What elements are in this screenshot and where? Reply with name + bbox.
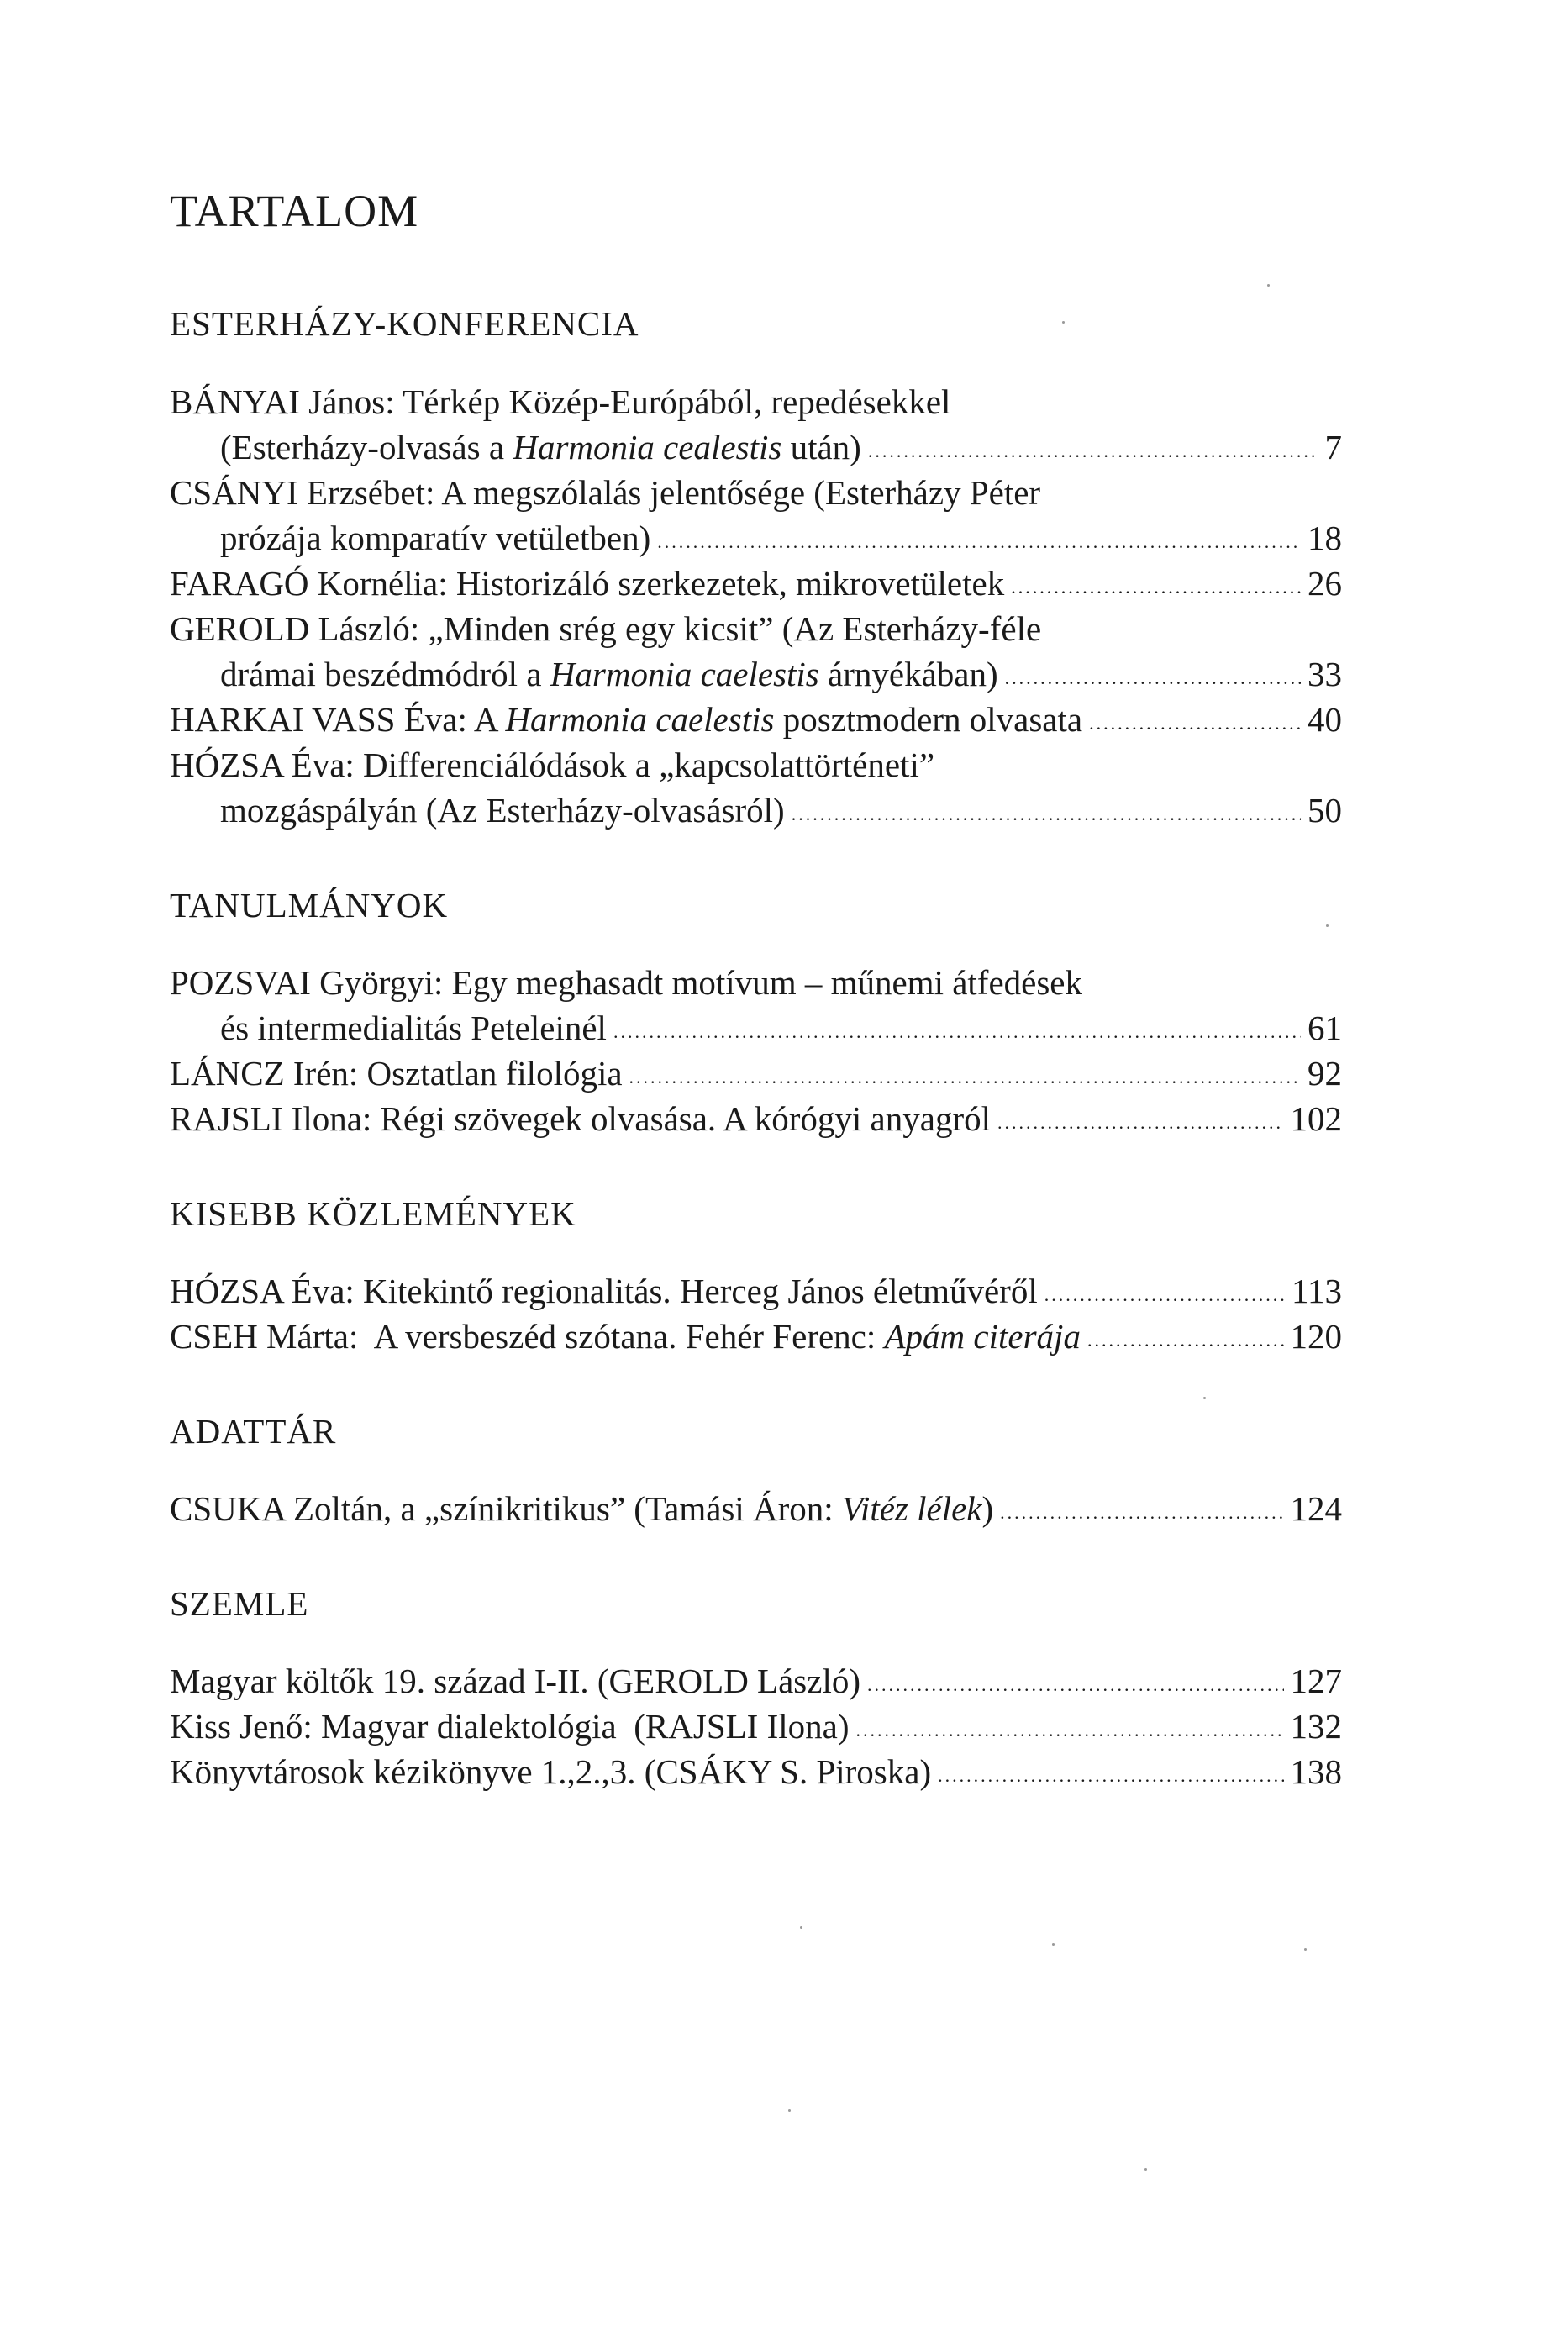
entry-text-italic: Harmonia cealestis: [513, 427, 782, 466]
entry-text: [220, 424, 861, 470]
dot-leader: [629, 1068, 1301, 1087]
toc-entry[interactable]: [170, 1051, 1342, 1096]
entry-last-line: [170, 515, 1342, 561]
scan-speck: [1304, 1948, 1307, 1951]
entry-text-plain: árnyékában): [818, 654, 998, 693]
page-number: 92: [1308, 1053, 1342, 1093]
entry-text-plain: CSEH Márta: A versbeszéd szótana. Fehér Ferenc:: [170, 1316, 885, 1356]
entry-text-plain: HÓZSA Éva: Kitekintő regionalitás. Herceg János életművéről: [170, 1271, 1038, 1310]
entry-text: [170, 1486, 993, 1531]
toc-section: [170, 885, 1342, 1141]
entry-last-line: [170, 1749, 1342, 1794]
scan-speck: [1052, 1943, 1055, 1946]
page-number: 40: [1308, 699, 1342, 739]
page-number: 7: [1324, 427, 1342, 466]
scan-speck: [1062, 321, 1065, 324]
entry-last-line: [170, 697, 1342, 742]
entry-text-plain: RAJSLI Ilona: Régi szövegek olvasása. A kórógyi anyagról: [170, 1098, 991, 1138]
entry-text-plain: drámai beszédmódról a: [220, 654, 550, 693]
toc-entry[interactable]: [170, 1486, 1342, 1531]
dot-leader: [613, 1023, 1301, 1041]
entry-text: [170, 1749, 931, 1794]
entry-text: [170, 1051, 623, 1096]
section-heading: KISEBB KÖZLEMÉNYEK: [170, 1193, 576, 1233]
toc-entry[interactable]: [170, 561, 1342, 606]
entry-text: [220, 515, 650, 561]
entry-last-line: [170, 651, 1342, 697]
toc-section: [170, 1411, 1342, 1531]
entry-text-plain: prózája komparatív vetületben): [220, 518, 651, 557]
entry-last-line: [170, 561, 1342, 606]
entry-text: [220, 1005, 607, 1051]
dot-leader: [855, 1721, 1283, 1740]
toc-sections: [170, 303, 1342, 1794]
toc-entry[interactable]: [170, 697, 1342, 742]
toc-entry[interactable]: [170, 1314, 1342, 1359]
scan-speck: [1144, 2168, 1147, 2171]
entry-text: [220, 787, 785, 833]
entry-last-line: [170, 424, 1342, 470]
entry-text-plain: (Esterházy-olvasás a: [220, 427, 513, 466]
scan-speck: [1326, 924, 1329, 927]
dot-leader: [657, 533, 1301, 551]
entry-text-plain: Kiss Jenő: Magyar dialektológia (RAJSLI Ilona): [170, 1707, 850, 1746]
entry-last-line: [170, 1314, 1342, 1359]
dot-leader: [938, 1767, 1283, 1785]
entry-last-line: [170, 1096, 1342, 1141]
entry-last-line: [170, 1658, 1342, 1704]
entry-text-plain: FARAGÓ Kornélia: Historizáló szerkezetek, mikrovetületek: [170, 563, 1005, 603]
entry-last-line: [170, 1486, 1342, 1531]
dot-leader: [792, 805, 1301, 824]
entry-text: [170, 561, 1004, 606]
entry-text-plain: HARKAI VASS Éva: A: [170, 699, 506, 739]
entry-text-plain: Könyvtárosok kézikönyve 1.,2.,3. (CSÁKY S. Piroska): [170, 1752, 932, 1792]
entry-last-line: [170, 1051, 1342, 1096]
entry-text: [170, 1268, 1038, 1314]
toc-entry[interactable]: [170, 960, 1342, 1051]
entry-title-line: GEROLD László: „Minden srég egy kicsit” (Az Esterházy-féle: [170, 608, 1042, 648]
page-number: 26: [1308, 563, 1342, 603]
toc-section: [170, 1583, 1342, 1794]
entry-text-italic: Vitéz lélek: [841, 1489, 982, 1529]
toc-entry[interactable]: [170, 742, 1342, 833]
entry-text: [220, 651, 998, 697]
toc-section: [170, 1193, 1342, 1359]
entry-text: [170, 697, 1082, 742]
entry-text: [170, 1704, 849, 1749]
toc-entry[interactable]: [170, 1704, 1342, 1749]
entry-text: [170, 1096, 991, 1141]
page-number: 50: [1308, 790, 1342, 830]
scan-speck: [788, 2109, 791, 2112]
dot-leader: [1005, 669, 1301, 687]
entry-title-line: POZSVAI Györgyi: Egy meghasadt motívum – műnemi átfedések: [170, 962, 1082, 1002]
entry-text-plain: mozgáspályán (Az Esterházy-olvasásról): [220, 790, 785, 830]
toc-entry[interactable]: [170, 606, 1342, 697]
entry-title-line: BÁNYAI János: Térkép Közép-Európából, repedésekkel: [170, 382, 951, 421]
entry-last-line: [170, 1704, 1342, 1749]
page-number: 124: [1290, 1489, 1342, 1529]
entry-text-italic: Harmonia caelestis: [550, 654, 819, 693]
entry-text-plain: után): [781, 427, 861, 466]
section-heading: TANULMÁNYOK: [170, 885, 449, 924]
entry-text: [170, 1658, 860, 1704]
scan-speck: [1267, 284, 1270, 287]
dot-leader: [867, 1676, 1283, 1694]
dot-leader: [868, 442, 1318, 461]
toc-title: TARTALOM: [170, 186, 419, 236]
dot-leader: [1011, 578, 1301, 597]
entry-last-line: [170, 787, 1342, 833]
toc-entry[interactable]: [170, 1268, 1342, 1314]
table-of-contents: [170, 187, 1342, 1794]
dot-leader: [1089, 714, 1301, 733]
toc-entry[interactable]: [170, 470, 1342, 561]
dot-leader: [1087, 1331, 1284, 1350]
scan-speck: [1203, 1397, 1206, 1399]
page-number: 120: [1290, 1316, 1342, 1356]
page-number: 127: [1290, 1662, 1342, 1701]
entry-text-plain: és intermedialitás Peteleinél: [220, 1008, 607, 1047]
section-heading: ADATTÁR: [170, 1411, 337, 1451]
toc-entry[interactable]: [170, 379, 1342, 470]
entry-text-plain: CSUKA Zoltán, a „színikritikus” (Tamási Áron:: [170, 1489, 842, 1529]
entry-text-plain: Magyar költők 19. század I-II. (GEROLD László): [170, 1662, 861, 1701]
toc-entry[interactable]: [170, 1749, 1342, 1794]
entry-text-plain: LÁNCZ Irén: Osztatlan filológia: [170, 1053, 623, 1093]
page-number: 18: [1308, 518, 1342, 557]
toc-entry[interactable]: [170, 1658, 1342, 1704]
entry-text-italic: Harmonia caelestis: [505, 699, 775, 739]
page-number: 61: [1308, 1008, 1342, 1047]
dot-leader: [1000, 1504, 1283, 1522]
page-number: 102: [1290, 1098, 1342, 1138]
page-number: 33: [1308, 654, 1342, 693]
section-heading: ESTERHÁZY-KONFERENCIA: [170, 304, 639, 344]
dot-leader: [997, 1114, 1284, 1132]
entry-title-line: CSÁNYI Erzsébet: A megszólalás jelentősége (Esterházy Péter: [170, 472, 1041, 512]
toc-entry[interactable]: [170, 1096, 1342, 1141]
page-number: 132: [1290, 1707, 1342, 1746]
section-heading: SZEMLE: [170, 1584, 309, 1624]
page-number: 138: [1290, 1752, 1342, 1792]
entry-text: [170, 1314, 1081, 1359]
toc-section: [170, 303, 1342, 832]
entry-text-plain: ): [981, 1489, 994, 1529]
dot-leader: [1044, 1286, 1285, 1304]
scan-speck: [800, 1926, 802, 1929]
entry-title-line: HÓZSA Éva: Differenciálódások a „kapcsolattörténeti”: [170, 745, 935, 784]
entry-last-line: [170, 1268, 1342, 1314]
entry-last-line: [170, 1005, 1342, 1051]
page-number: 113: [1292, 1271, 1342, 1310]
entry-text-plain: posztmodern olvasata: [774, 699, 1083, 739]
entry-text-italic: Apám citerája: [884, 1316, 1081, 1356]
